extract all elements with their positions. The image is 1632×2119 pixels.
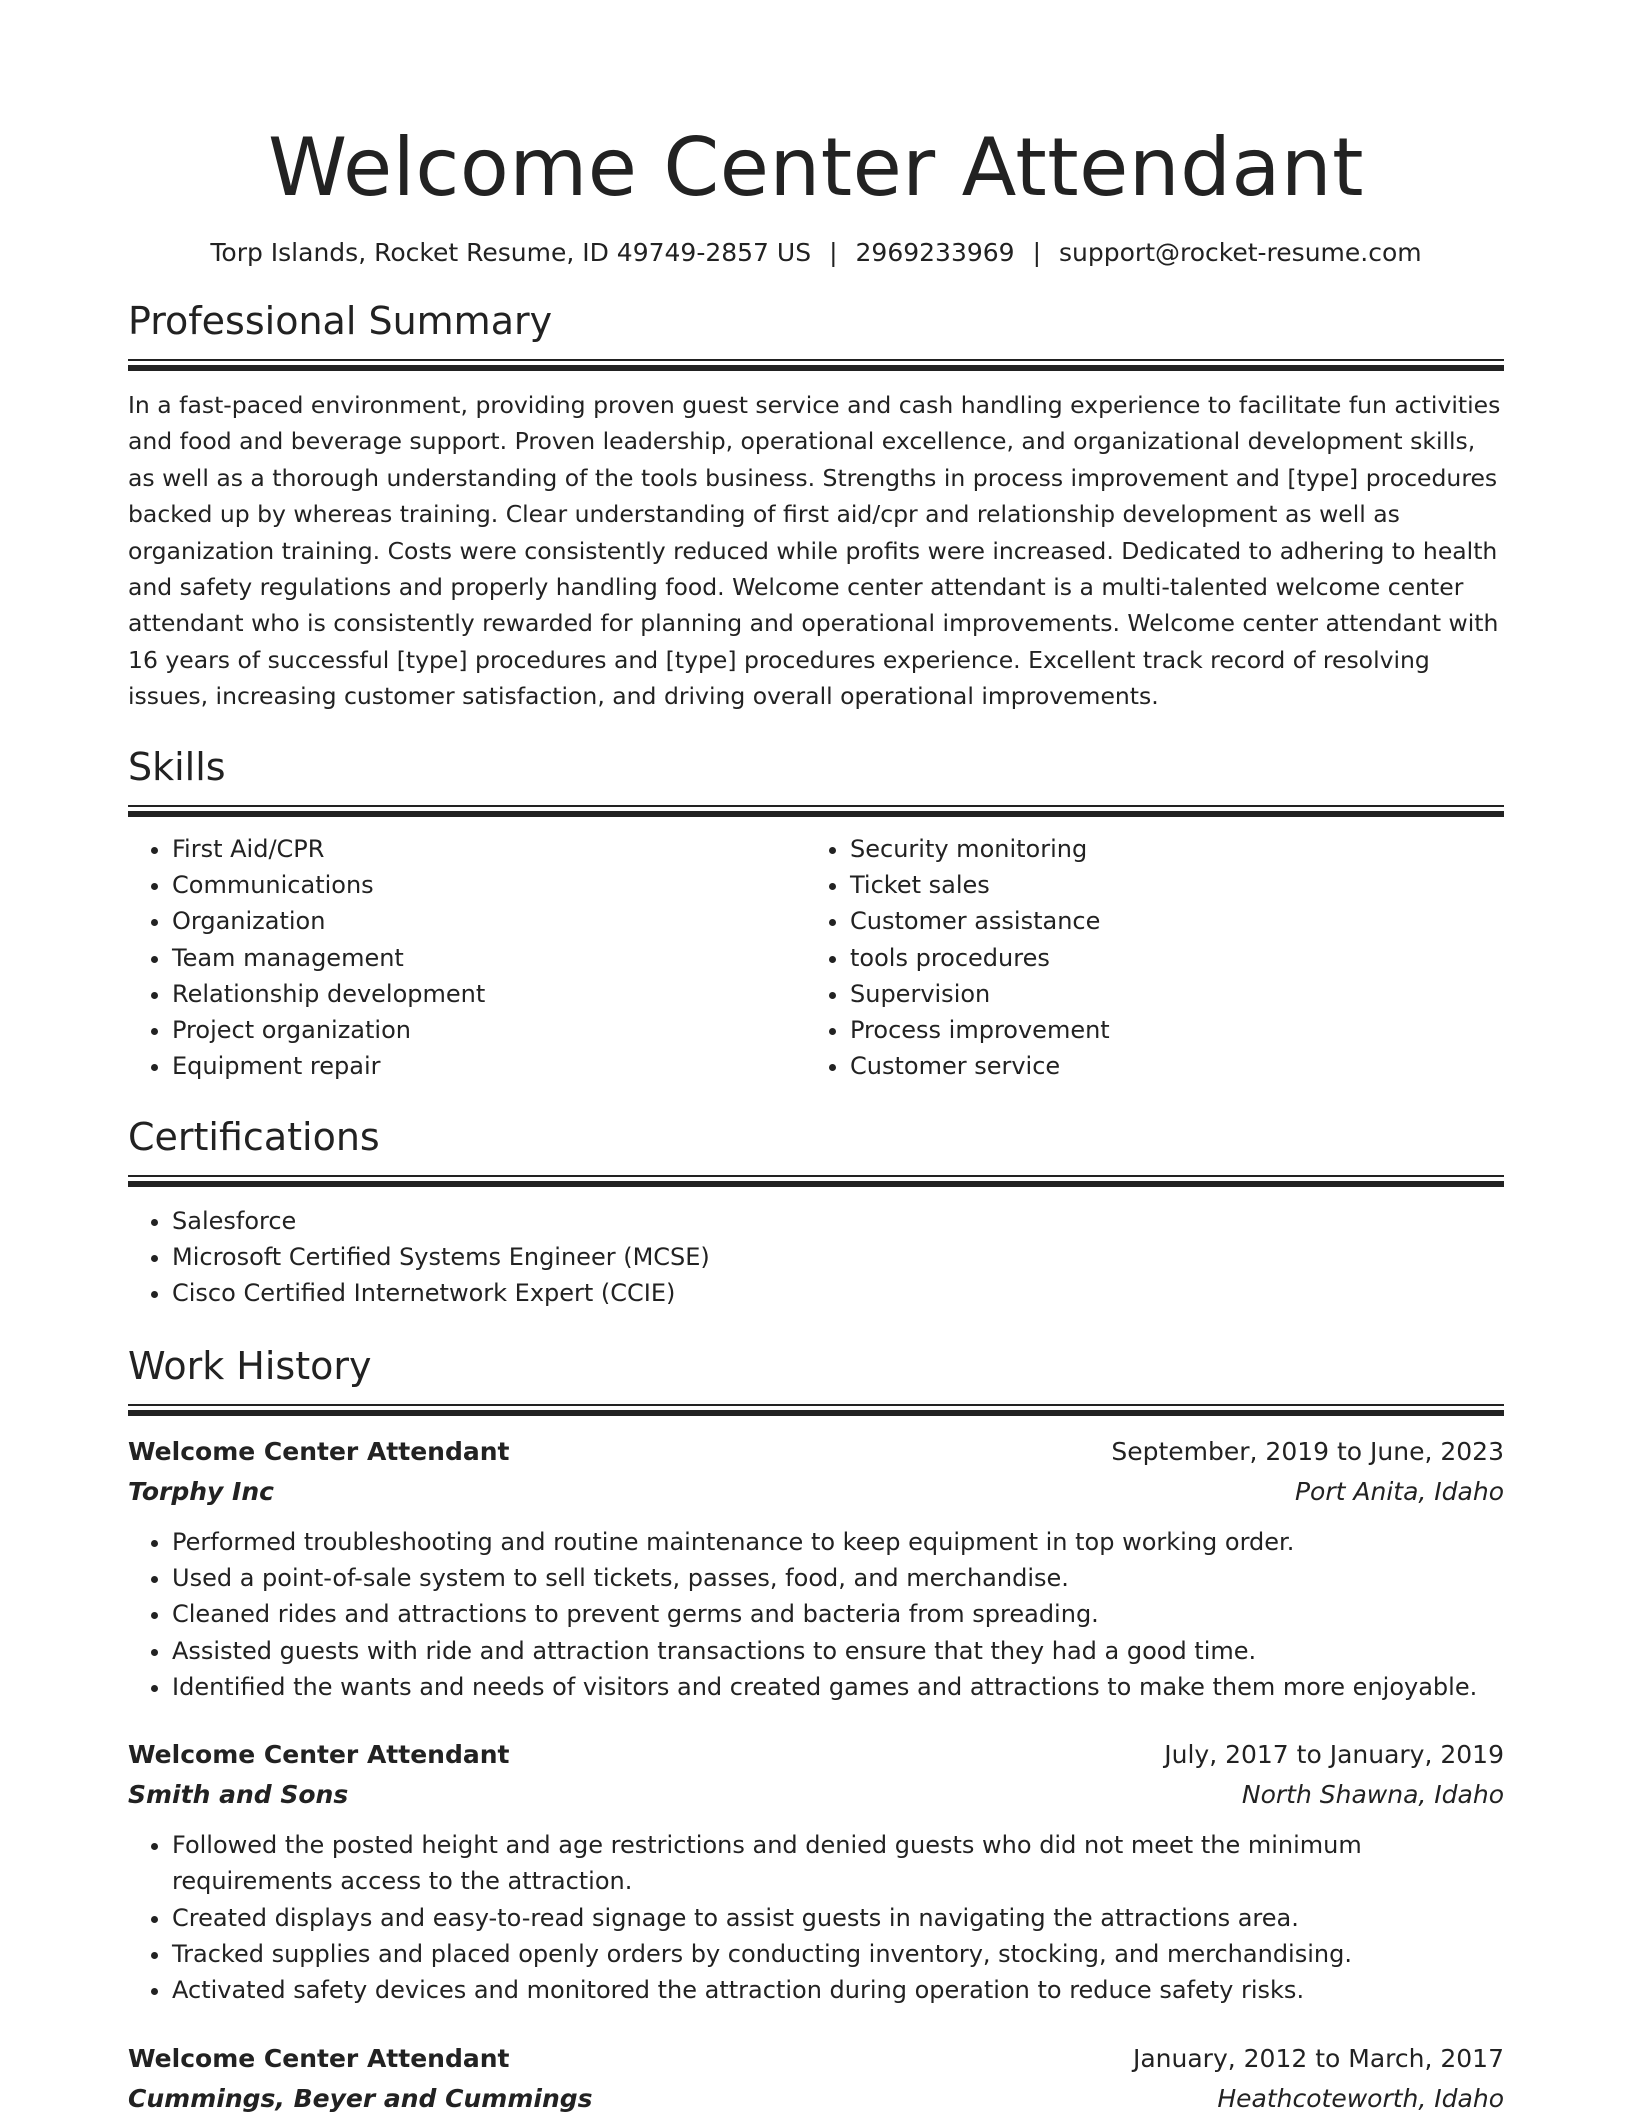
skills-column-right <box>806 831 1484 1085</box>
contact-separator: | <box>829 238 838 267</box>
job-subheader <box>128 2079 1504 2119</box>
job-entry <box>128 2039 1504 2119</box>
job-dates: September, 2019 to June, 2023 <box>1111 1436 1504 1466</box>
job-title: Welcome Center Attendant <box>128 1436 510 1466</box>
list-item: • Ticket sales <box>850 867 1484 903</box>
contact-address: Torp Islands, Rocket Resume, ID 49749-2857 US <box>210 238 812 267</box>
job-company: Torphy Inc <box>128 1476 274 1506</box>
certifications-list <box>128 1203 1504 1312</box>
skills-grid <box>128 831 1504 1085</box>
resume-page <box>128 0 1504 2119</box>
contact-line <box>128 236 1504 270</box>
job-title: Welcome Center Attendant <box>128 2043 510 2073</box>
job-dates: July, 2017 to January, 2019 <box>1164 1740 1504 1770</box>
list-item: • Created displays and easy-to-read signage to assist guests in navigating the attractions area. <box>172 1900 1504 1936</box>
job-header <box>128 1735 1504 1775</box>
contact-phone: 2969233969 <box>855 238 1015 267</box>
job-location: North Shawna, Idaho <box>1241 1780 1504 1810</box>
list-item: • Used a point-of-sale system to sell tickets, passes, food, and merchandise. <box>172 1560 1504 1596</box>
job-entry <box>128 1432 1504 1705</box>
job-bullets <box>128 1827 1504 2008</box>
job-subheader <box>128 1775 1504 1815</box>
list-item: • First Aid/CPR <box>172 831 806 867</box>
section-divider <box>128 805 1504 817</box>
section-summary <box>128 297 1504 715</box>
list-item: • Relationship development <box>172 976 806 1012</box>
list-item: • Followed the posted height and age restrictions and denied guests who did not meet the minimum requirements access to the attraction. <box>172 1827 1504 1900</box>
list-item: • Customer service <box>850 1048 1484 1084</box>
skills-list-left <box>128 831 806 1085</box>
list-item: • Organization <box>172 903 806 939</box>
list-item: • Project organization <box>172 1012 806 1048</box>
summary-text: In a fast-paced environment, providing proven guest service and cash handling experience to facilitate fun activities and food and beverage support. Proven leadership, operational excellence, and organizational development skills, as well as a thorough understanding of the tools business. Strengths in process improvement and [type] procedures backed up by whereas training. Clear understanding of first aid/cpr and relationship development as well as organization training. Costs were consistently reduced while profits were increased. Dedicated to adhering to health and safety regulations and properly handling food. Welcome center attendant is a multi-talented welcome center attendant who is consistently rewarded for planning and operational improvements. Welcome center attendant with 16 years of successful [type] procedures and [type] procedures experience. Excellent track record of resolving issues, increasing customer satisfaction, and driving overall operational improvements. <box>128 391 1501 711</box>
skills-column-left <box>128 831 806 1085</box>
job-location: Port Anita, Idaho <box>1294 1476 1504 1506</box>
list-item: • Equipment repair <box>172 1048 806 1084</box>
job-company: Cummings, Beyer and Cummings <box>128 2083 593 2113</box>
job-header <box>128 1432 1504 1472</box>
list-item: • Identified the wants and needs of visitors and created games and attractions to make them more enjoyable. <box>172 1669 1504 1705</box>
section-title-certifications: Certifications <box>128 1114 380 1159</box>
list-item: • Salesforce <box>172 1203 1504 1239</box>
list-item: • Team management <box>172 940 806 976</box>
resume-name: Welcome Center Attendant <box>268 121 1364 214</box>
section-divider <box>128 359 1504 371</box>
job-header <box>128 2039 1504 2079</box>
list-item: • Activated safety devices and monitored the attraction during operation to reduce safety risks. <box>172 1972 1504 2008</box>
section-title-skills: Skills <box>128 744 226 789</box>
list-item: • Customer assistance <box>850 903 1484 939</box>
contact-email: support@rocket-resume.com <box>1059 238 1422 267</box>
section-divider <box>128 1404 1504 1416</box>
job-subheader <box>128 1472 1504 1512</box>
list-item: • tools procedures <box>850 940 1484 976</box>
section-certifications <box>128 1113 1504 1312</box>
contact-separator: | <box>1032 238 1042 267</box>
section-work-history <box>128 1342 1504 2119</box>
list-item: • Supervision <box>850 976 1484 1012</box>
job-title: Welcome Center Attendant <box>128 1740 510 1770</box>
job-company: Smith and Sons <box>128 1780 349 1810</box>
job-location: Heathcoteworth, Idaho <box>1217 2083 1504 2113</box>
skills-list-right <box>806 831 1484 1085</box>
job-dates: January, 2012 to March, 2017 <box>1132 2043 1504 2073</box>
list-item: • Performed troubleshooting and routine maintenance to keep equipment in top working order. <box>172 1524 1504 1560</box>
section-divider <box>128 1175 1504 1187</box>
list-item: • Assisted guests with ride and attraction transactions to ensure that they had a good time. <box>172 1633 1504 1669</box>
list-item: • Communications <box>172 867 806 903</box>
list-item: • Tracked supplies and placed openly orders by conducting inventory, stocking, and merchandising. <box>172 1936 1504 1972</box>
list-item: • Security monitoring <box>850 831 1484 867</box>
list-item: • Cisco Certified Internetwork Expert (CCIE) <box>172 1275 1504 1311</box>
list-item: • Microsoft Certified Systems Engineer (MCSE) <box>172 1239 1504 1275</box>
section-title-work-history: Work History <box>128 1343 372 1388</box>
job-bullets <box>128 1524 1504 1705</box>
section-skills <box>128 743 1504 1085</box>
job-entry <box>128 1735 1504 2008</box>
list-item: • Cleaned rides and attractions to prevent germs and bacteria from spreading. <box>172 1596 1504 1632</box>
list-item: • Process improvement <box>850 1012 1484 1048</box>
section-title-summary: Professional Summary <box>128 299 553 343</box>
